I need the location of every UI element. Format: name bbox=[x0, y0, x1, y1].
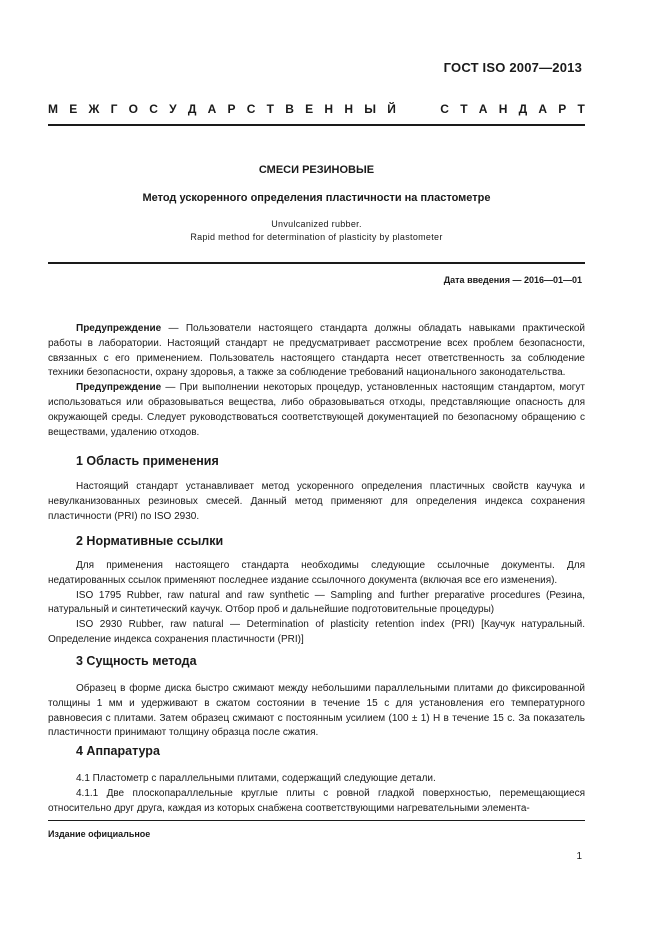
warning-text: — Пользователи настоящего стандарта должны обладать навыками практической работы в лаборатории. Настоящий стандарт не предусматривает рассмотрение всех проблем безопасности, связанных с его применением. Пользователь настоящего стандарта несет ответственность за соблюдение техники безопасности, охрану здоровья, а также за соблюдение требований национального законодательства. bbox=[48, 323, 585, 379]
section-body bbox=[48, 480, 585, 524]
edition-label: Издание официальное bbox=[48, 829, 151, 839]
warning-paragraph bbox=[48, 322, 585, 381]
heading-letter: Р bbox=[558, 102, 567, 116]
heading-letter: С bbox=[440, 102, 449, 116]
heading-letter: Т bbox=[266, 102, 275, 116]
heading-letter: Ж bbox=[88, 102, 100, 116]
heading-letter: М bbox=[48, 102, 58, 116]
section-paragraph: Настоящий стандарт устанавливает метод ускоренного определения пластичных свойств каучука и невулканизованных резиновых смесей. Данный метод применяют для определения индекса сохранения пластичности (PRI) по ISO 2930. bbox=[48, 481, 585, 522]
heading-letter: Е bbox=[305, 102, 314, 116]
heading-letter: Н bbox=[344, 102, 353, 116]
section-body bbox=[48, 559, 585, 648]
clause-paragraph: 4.1 Пластометр с параллельными плитами, содержащий следующие детали. bbox=[76, 773, 436, 784]
page-number: 1 bbox=[576, 851, 582, 862]
warning-label: Предупреждение bbox=[76, 382, 162, 394]
heading-letter: А bbox=[478, 102, 488, 116]
section-heading: 2 Нормативные ссылки bbox=[76, 534, 224, 548]
heading-letter: Д bbox=[518, 102, 528, 116]
reference-item: ISO 2930 Rubber, raw natural — Determination of plasticity retention index (PRI) [Каучук натуральный. Определение индекса сохранения пластичности (PRI)] bbox=[48, 619, 585, 645]
section-heading: 4 Аппаратура bbox=[76, 744, 160, 758]
english-title-line-2: Rapid method for determination of plasticity by plastometer bbox=[190, 232, 443, 242]
footer-rule bbox=[48, 820, 585, 821]
heading-letter: Н bbox=[324, 102, 334, 116]
section-heading: 3 Сущность метода bbox=[76, 654, 197, 668]
document-subtitle: Метод ускоренного определения пластичности на пластометре bbox=[142, 192, 491, 204]
heading-letter: А bbox=[207, 102, 217, 116]
heading-letter: А bbox=[538, 102, 548, 116]
introduction-date: Дата введения — 2016—01—01 bbox=[443, 275, 582, 285]
document-title: СМЕСИ РЕЗИНОВЫЕ bbox=[258, 164, 375, 176]
section-body bbox=[48, 682, 585, 741]
warning-paragraph bbox=[48, 381, 585, 440]
heading-letter: Т bbox=[460, 102, 468, 116]
heading-letter: С bbox=[149, 102, 158, 116]
heading-letter: Е bbox=[69, 102, 78, 116]
heading-letter: Р bbox=[227, 102, 236, 116]
standard-number: ГОСТ ISO 2007—2013 bbox=[443, 60, 582, 75]
reference-item: ISO 1795 Rubber, raw natural and raw synthetic — Sampling and further preparative procedures (Резина, натуральный и синтетический каучук. Отбор проб и дальнейшие подготовительные процедуры) bbox=[48, 589, 585, 616]
clause-paragraph: 4.1.1 Две плоскопараллельные круглые плиты с ровной гладкой поверхностью, перемещающиеся относительно друг друга, каждая из которых снабжена соответствующими нагревательными элемента- bbox=[48, 787, 585, 814]
interstate-standard-heading bbox=[48, 102, 585, 116]
word-gap bbox=[407, 102, 429, 116]
section-paragraph: Образец в форме диска быстро сжимают между небольшими параллельными плитами до фиксированной толщины 1 мм и удерживают в сжатом состоянии в течение 15 с для установления его температурного равновесия с плитами. Затем образец сжимают с постоянным усилием (100 ± 1) Н в течение 15 с. За показатель пластичности принимают толщину образца после сжатия. bbox=[48, 683, 585, 739]
header-rule bbox=[48, 124, 585, 126]
heading-letter: Т bbox=[577, 102, 585, 116]
heading-letter: Й bbox=[387, 102, 396, 116]
section-heading: 1 Область применения bbox=[76, 454, 219, 468]
heading-letter: В bbox=[285, 102, 294, 116]
warning-text: — При выполнении некоторых процедур, установленных настоящим стандартом, могут использоваться или образовываться вещества, либо образовываться отходы, представляющие опасность для окружающей среды. Следует руководствоваться соответствующей документацией по безопасному обращению с веществами, удалению отходов. bbox=[48, 382, 585, 438]
heading-letter: Ы bbox=[364, 102, 376, 116]
heading-letter: Д bbox=[187, 102, 197, 116]
heading-letter: У bbox=[169, 102, 177, 116]
heading-letter: С bbox=[246, 102, 256, 116]
heading-letter: Г bbox=[110, 102, 118, 116]
heading-letter: О bbox=[128, 102, 138, 116]
section-paragraph: Для применения настоящего стандарта необходимы следующие ссылочные документы. Для недатированных ссылок применяют последнее издание ссылочного документа (включая все его изменения). bbox=[48, 560, 585, 586]
title-rule bbox=[48, 262, 585, 264]
warning-label: Предупреждение bbox=[76, 323, 162, 334]
english-title-line-1: Unvulcanized rubber. bbox=[271, 219, 362, 229]
warnings-block bbox=[48, 322, 585, 440]
section-body bbox=[48, 772, 585, 816]
heading-letter: Н bbox=[498, 102, 508, 116]
